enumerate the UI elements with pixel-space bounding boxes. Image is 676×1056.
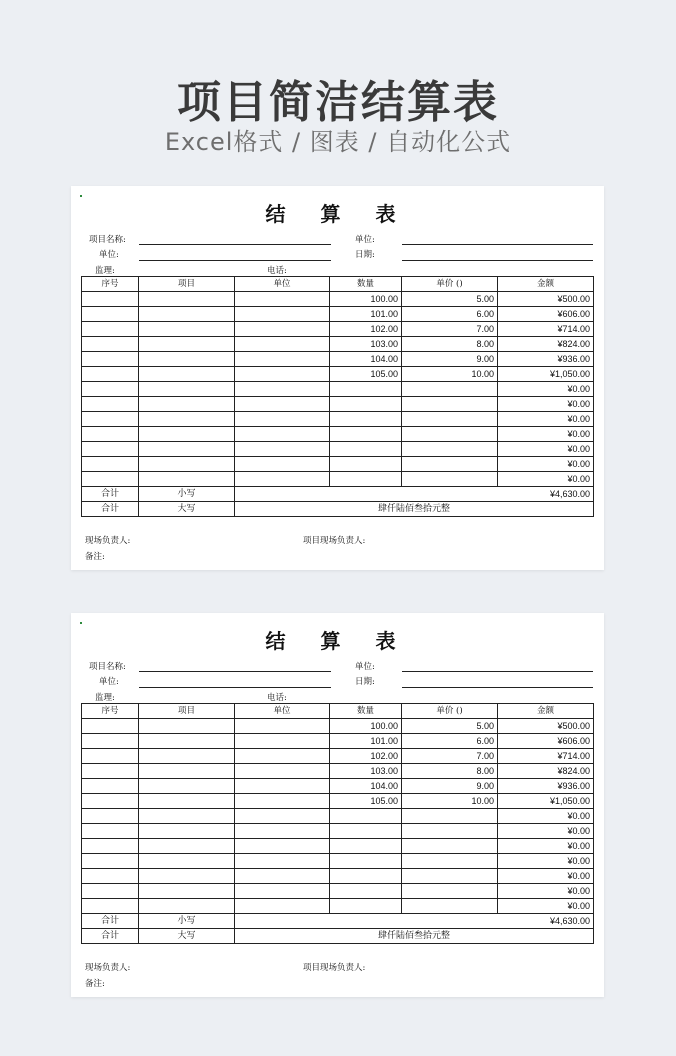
unit-cell[interactable]: [235, 839, 330, 854]
qty-cell[interactable]: [330, 809, 402, 824]
table-row: [82, 442, 594, 457]
amount-cell[interactable]: ¥0.00: [498, 899, 594, 914]
qty-cell[interactable]: 105.00: [330, 794, 402, 809]
page-title: 项目简洁结算表: [177, 77, 499, 128]
seq-cell[interactable]: [82, 749, 139, 764]
unit-cell[interactable]: [235, 322, 330, 337]
item-cell[interactable]: [139, 794, 235, 809]
amount-cell[interactable]: ¥0.00: [498, 884, 594, 899]
sheet-title: 结 算 表: [265, 202, 410, 226]
column-header: 序号: [82, 277, 139, 292]
qty-cell[interactable]: [330, 899, 402, 914]
item-cell[interactable]: [139, 307, 235, 322]
seq-cell[interactable]: [82, 352, 139, 367]
qty-cell[interactable]: 104.00: [330, 352, 402, 367]
unit-cell[interactable]: [235, 457, 330, 472]
unit-cell[interactable]: [235, 412, 330, 427]
unit-cell[interactable]: [235, 779, 330, 794]
unit-right-label: 单位:: [355, 662, 375, 672]
item-cell[interactable]: [139, 427, 235, 442]
seq-cell[interactable]: [82, 472, 139, 487]
amount-cell[interactable]: ¥824.00: [498, 764, 594, 779]
total-small-sub-label: 小写: [139, 914, 235, 929]
unit-left-label: 单位:: [99, 677, 119, 687]
amount-cell[interactable]: ¥1,050.00: [498, 367, 594, 382]
seq-cell[interactable]: [82, 824, 139, 839]
seq-cell[interactable]: [82, 734, 139, 749]
unit-cell[interactable]: [235, 307, 330, 322]
column-header: 项目: [139, 277, 235, 292]
seq-cell[interactable]: [82, 764, 139, 779]
seq-cell[interactable]: [82, 412, 139, 427]
seq-cell[interactable]: [82, 292, 139, 307]
seq-cell[interactable]: [82, 794, 139, 809]
seq-cell[interactable]: [82, 322, 139, 337]
item-cell[interactable]: [139, 749, 235, 764]
column-header: 单价 (): [402, 277, 498, 292]
amount-cell[interactable]: ¥0.00: [498, 824, 594, 839]
table-row: [82, 307, 594, 322]
qty-cell[interactable]: 104.00: [330, 779, 402, 794]
price-cell[interactable]: 5.00: [402, 719, 498, 734]
table-row: [82, 824, 594, 839]
site-manager-label: 现场负责人:: [85, 963, 131, 973]
item-cell[interactable]: [139, 899, 235, 914]
item-cell[interactable]: [139, 764, 235, 779]
total-big-sub-label: 大写: [139, 502, 235, 517]
unit-left-label: 单位:: [99, 250, 119, 260]
unit-cell[interactable]: [235, 442, 330, 457]
item-cell[interactable]: [139, 472, 235, 487]
table-row: [82, 472, 594, 487]
seq-cell[interactable]: [82, 427, 139, 442]
item-cell[interactable]: [139, 719, 235, 734]
item-cell[interactable]: [139, 734, 235, 749]
unit-cell[interactable]: [235, 367, 330, 382]
unit-cell[interactable]: [235, 352, 330, 367]
date-label: 日期:: [355, 677, 375, 687]
amount-cell[interactable]: ¥500.00: [498, 292, 594, 307]
column-header: 数量: [330, 277, 402, 292]
item-cell[interactable]: [139, 367, 235, 382]
table-row: [82, 382, 594, 397]
price-cell[interactable]: 9.00: [402, 352, 498, 367]
unit-cell[interactable]: [235, 719, 330, 734]
price-cell[interactable]: [402, 427, 498, 442]
unit-cell[interactable]: [235, 794, 330, 809]
amount-cell[interactable]: ¥1,050.00: [498, 794, 594, 809]
project-name-label: 项目名称:: [89, 235, 126, 245]
seq-cell[interactable]: [82, 397, 139, 412]
qty-cell[interactable]: [330, 472, 402, 487]
table-row: [82, 854, 594, 869]
column-header: 单位: [235, 704, 330, 719]
unit-cell[interactable]: [235, 382, 330, 397]
project-site-manager-label: 项目现场负责人:: [303, 963, 366, 973]
table-row: [82, 322, 594, 337]
item-cell[interactable]: [139, 382, 235, 397]
price-cell[interactable]: [402, 397, 498, 412]
qty-cell[interactable]: [330, 839, 402, 854]
price-cell[interactable]: [402, 869, 498, 884]
item-cell[interactable]: [139, 839, 235, 854]
table-row: [82, 397, 594, 412]
qty-cell[interactable]: 101.00: [330, 734, 402, 749]
price-cell[interactable]: 9.00: [402, 779, 498, 794]
total-small-row: [82, 914, 594, 929]
amount-cell[interactable]: ¥0.00: [498, 869, 594, 884]
date-field[interactable]: [402, 260, 593, 261]
unit-right-field[interactable]: [402, 671, 593, 672]
item-cell[interactable]: [139, 352, 235, 367]
table-header-row: [82, 277, 594, 292]
qty-cell[interactable]: [330, 427, 402, 442]
unit-left-field[interactable]: [139, 260, 331, 261]
seq-cell[interactable]: [82, 899, 139, 914]
table-row: [82, 764, 594, 779]
amount-cell[interactable]: ¥714.00: [498, 322, 594, 337]
page-subtitle: Excel格式 / 图表 / 自动化公式: [164, 128, 512, 156]
price-cell[interactable]: 8.00: [402, 764, 498, 779]
amount-cell[interactable]: ¥0.00: [498, 457, 594, 472]
table-row: [82, 734, 594, 749]
table-row: [82, 779, 594, 794]
amount-cell[interactable]: ¥606.00: [498, 307, 594, 322]
site-manager-label: 现场负责人:: [85, 536, 131, 546]
table-row: [82, 427, 594, 442]
project-site-manager-label: 项目现场负责人:: [303, 536, 366, 546]
price-cell[interactable]: [402, 899, 498, 914]
seq-cell[interactable]: [82, 457, 139, 472]
qty-cell[interactable]: [330, 442, 402, 457]
date-label: 日期:: [355, 250, 375, 260]
price-cell[interactable]: [402, 854, 498, 869]
total-label: 合计: [82, 502, 139, 517]
settlement-table: [81, 703, 594, 944]
unit-cell[interactable]: [235, 337, 330, 352]
unit-cell[interactable]: [235, 292, 330, 307]
item-cell[interactable]: [139, 457, 235, 472]
qty-cell[interactable]: [330, 457, 402, 472]
seq-cell[interactable]: [82, 839, 139, 854]
remarks-label: 备注:: [85, 552, 105, 562]
qty-cell[interactable]: [330, 869, 402, 884]
item-cell[interactable]: [139, 322, 235, 337]
item-cell[interactable]: [139, 809, 235, 824]
sheet-title: 结 算 表: [265, 629, 410, 653]
table-row: [82, 292, 594, 307]
table-row: [82, 809, 594, 824]
qty-cell[interactable]: 103.00: [330, 337, 402, 352]
price-cell[interactable]: 6.00: [402, 734, 498, 749]
amount-cell[interactable]: ¥0.00: [498, 472, 594, 487]
column-header: 金额: [498, 704, 594, 719]
item-cell[interactable]: [139, 869, 235, 884]
project-name-label: 项目名称:: [89, 662, 126, 672]
price-cell[interactable]: 5.00: [402, 292, 498, 307]
supervisor-label: 监理:: [95, 693, 115, 703]
phone-label: 电话:: [267, 693, 287, 703]
unit-right-label: 单位:: [355, 235, 375, 245]
column-header: 项目: [139, 704, 235, 719]
amount-cell[interactable]: ¥500.00: [498, 719, 594, 734]
table-row: [82, 719, 594, 734]
total-big-value[interactable]: 肆仟陆佰叁拾元整: [235, 929, 594, 944]
qty-cell[interactable]: [330, 884, 402, 899]
column-header: 序号: [82, 704, 139, 719]
price-cell[interactable]: [402, 442, 498, 457]
seq-cell[interactable]: [82, 809, 139, 824]
seq-cell[interactable]: [82, 307, 139, 322]
price-cell[interactable]: [402, 457, 498, 472]
item-cell[interactable]: [139, 292, 235, 307]
amount-cell[interactable]: ¥606.00: [498, 734, 594, 749]
table-row: [82, 794, 594, 809]
unit-cell[interactable]: [235, 764, 330, 779]
total-small-value[interactable]: ¥4,630.00: [235, 487, 594, 502]
qty-cell[interactable]: 105.00: [330, 367, 402, 382]
date-field[interactable]: [402, 687, 593, 688]
item-cell[interactable]: [139, 824, 235, 839]
total-big-row: [82, 929, 594, 944]
price-cell[interactable]: [402, 472, 498, 487]
table-row: [82, 869, 594, 884]
settlement-sheet-preview: [71, 186, 604, 570]
price-cell[interactable]: 8.00: [402, 337, 498, 352]
qty-cell[interactable]: 102.00: [330, 322, 402, 337]
supervisor-label: 监理:: [95, 266, 115, 276]
unit-cell[interactable]: [235, 809, 330, 824]
seq-cell[interactable]: [82, 779, 139, 794]
price-cell[interactable]: 6.00: [402, 307, 498, 322]
total-label: 合计: [82, 914, 139, 929]
seq-cell[interactable]: [82, 442, 139, 457]
item-cell[interactable]: [139, 854, 235, 869]
table-row: [82, 899, 594, 914]
amount-cell[interactable]: ¥0.00: [498, 854, 594, 869]
price-cell[interactable]: 7.00: [402, 322, 498, 337]
table-row: [82, 884, 594, 899]
price-cell[interactable]: [402, 809, 498, 824]
column-header: 单价 (): [402, 704, 498, 719]
total-big-sub-label: 大写: [139, 929, 235, 944]
project-name-field[interactable]: [139, 671, 331, 672]
total-small-sub-label: 小写: [139, 487, 235, 502]
remarks-label: 备注:: [85, 979, 105, 989]
item-cell[interactable]: [139, 412, 235, 427]
qty-cell[interactable]: 100.00: [330, 719, 402, 734]
cell-marker: [80, 195, 82, 197]
item-cell[interactable]: [139, 442, 235, 457]
unit-cell[interactable]: [235, 472, 330, 487]
amount-cell[interactable]: ¥936.00: [498, 352, 594, 367]
cell-marker: [80, 622, 82, 624]
table-header-row: [82, 704, 594, 719]
amount-cell[interactable]: ¥714.00: [498, 749, 594, 764]
qty-cell[interactable]: 100.00: [330, 292, 402, 307]
price-cell[interactable]: [402, 382, 498, 397]
item-cell[interactable]: [139, 337, 235, 352]
column-header: 单位: [235, 277, 330, 292]
settlement-sheet-preview: [71, 613, 604, 997]
unit-cell[interactable]: [235, 427, 330, 442]
qty-cell[interactable]: 102.00: [330, 749, 402, 764]
amount-cell[interactable]: ¥0.00: [498, 397, 594, 412]
table-row: [82, 367, 594, 382]
total-small-value[interactable]: ¥4,630.00: [235, 914, 594, 929]
unit-cell[interactable]: [235, 734, 330, 749]
amount-cell[interactable]: ¥0.00: [498, 412, 594, 427]
item-cell[interactable]: [139, 397, 235, 412]
table-row: [82, 749, 594, 764]
item-cell[interactable]: [139, 779, 235, 794]
unit-cell[interactable]: [235, 899, 330, 914]
unit-cell[interactable]: [235, 884, 330, 899]
amount-cell[interactable]: ¥0.00: [498, 382, 594, 397]
amount-cell[interactable]: ¥0.00: [498, 839, 594, 854]
unit-left-field[interactable]: [139, 687, 331, 688]
table-row: [82, 457, 594, 472]
amount-cell[interactable]: ¥0.00: [498, 427, 594, 442]
phone-label: 电话:: [267, 266, 287, 276]
column-header: 金额: [498, 277, 594, 292]
price-cell[interactable]: 10.00: [402, 367, 498, 382]
price-cell[interactable]: 10.00: [402, 794, 498, 809]
seq-cell[interactable]: [82, 382, 139, 397]
unit-cell[interactable]: [235, 854, 330, 869]
qty-cell[interactable]: [330, 824, 402, 839]
total-big-value[interactable]: 肆仟陆佰叁拾元整: [235, 502, 594, 517]
table-row: [82, 352, 594, 367]
seq-cell[interactable]: [82, 367, 139, 382]
qty-cell[interactable]: 103.00: [330, 764, 402, 779]
qty-cell[interactable]: 101.00: [330, 307, 402, 322]
unit-cell[interactable]: [235, 749, 330, 764]
unit-right-field[interactable]: [402, 244, 593, 245]
price-cell[interactable]: [402, 412, 498, 427]
price-cell[interactable]: [402, 839, 498, 854]
table-row: [82, 337, 594, 352]
seq-cell[interactable]: [82, 719, 139, 734]
item-cell[interactable]: [139, 884, 235, 899]
amount-cell[interactable]: ¥0.00: [498, 809, 594, 824]
price-cell[interactable]: [402, 824, 498, 839]
unit-cell[interactable]: [235, 397, 330, 412]
total-big-row: [82, 502, 594, 517]
amount-cell[interactable]: ¥824.00: [498, 337, 594, 352]
amount-cell[interactable]: ¥936.00: [498, 779, 594, 794]
qty-cell[interactable]: [330, 412, 402, 427]
qty-cell[interactable]: [330, 397, 402, 412]
table-row: [82, 412, 594, 427]
table-row: [82, 839, 594, 854]
project-name-field[interactable]: [139, 244, 331, 245]
total-label: 合计: [82, 929, 139, 944]
seq-cell[interactable]: [82, 884, 139, 899]
total-small-row: [82, 487, 594, 502]
qty-cell[interactable]: [330, 854, 402, 869]
unit-cell[interactable]: [235, 869, 330, 884]
amount-cell[interactable]: ¥0.00: [498, 442, 594, 457]
column-header: 数量: [330, 704, 402, 719]
seq-cell[interactable]: [82, 854, 139, 869]
total-label: 合计: [82, 487, 139, 502]
price-cell[interactable]: 7.00: [402, 749, 498, 764]
seq-cell[interactable]: [82, 337, 139, 352]
unit-cell[interactable]: [235, 824, 330, 839]
price-cell[interactable]: [402, 884, 498, 899]
settlement-table: [81, 276, 594, 517]
qty-cell[interactable]: [330, 382, 402, 397]
seq-cell[interactable]: [82, 869, 139, 884]
